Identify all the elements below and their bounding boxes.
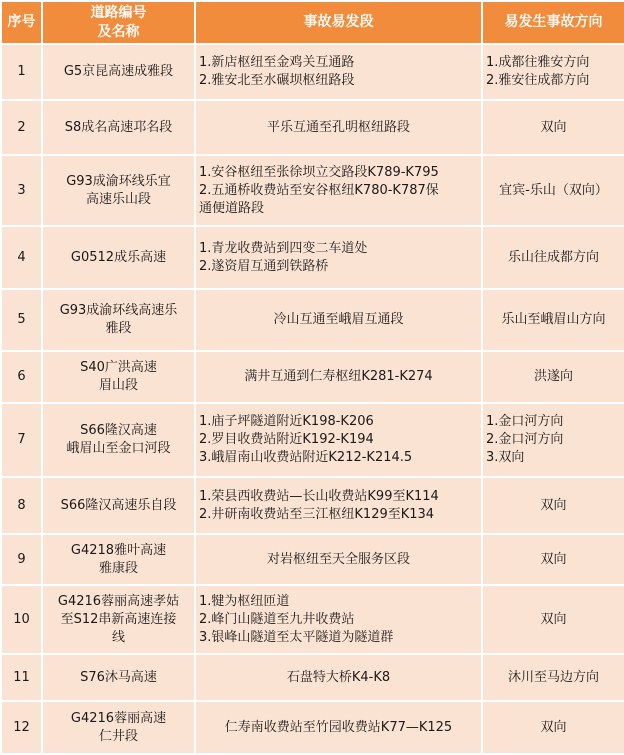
cell-direction-line: 3.双向 [486, 450, 525, 465]
cell-seq [1, 44, 42, 100]
cell-section [195, 585, 482, 654]
cell-seq [1, 100, 42, 155]
cell-road-line: S40广洪高速 [80, 360, 157, 375]
cell-road [42, 226, 195, 289]
cell-direction [482, 585, 624, 654]
cell-section [195, 44, 482, 100]
table-row [1, 477, 624, 534]
cell-road-line: 线 [111, 629, 125, 645]
cell-section-line: 仁寿南收费站至竹园收费站K77—K125 [224, 719, 453, 735]
cell-section-line: 3.银峰山隧道至太平隧道为隧道群 [199, 629, 394, 645]
table-row [1, 155, 624, 226]
cell-road-line: G0512成乐高速 [70, 249, 167, 265]
cell-seq [1, 654, 42, 701]
cell-direction-line: 洪遂向 [533, 369, 573, 384]
cell-seq-line: 7 [17, 432, 26, 447]
cell-seq [1, 701, 42, 754]
cell-direction-line: 1.金口河方向 [486, 414, 564, 429]
cell-road-line: 眉山段 [98, 378, 138, 393]
cell-direction [482, 289, 624, 351]
cell-road [42, 44, 195, 100]
cell-road-line: 雅康段 [98, 560, 138, 576]
cell-road [42, 585, 195, 654]
cell-section-line: 1.安谷枢纽至张徐坝立交路段K789-K795 [199, 164, 439, 180]
cell-section-line: 石盘特大桥K4-K8 [286, 669, 391, 685]
cell-seq-line: 10 [13, 611, 30, 627]
cell-direction-line: 双向 [540, 611, 567, 627]
cell-seq [1, 226, 42, 289]
cell-road-line: G93成渝环线乐宜 [66, 173, 171, 189]
cell-section [195, 403, 482, 477]
cell-section [195, 477, 482, 534]
cell-section-line: 平乐互通至孔明枢纽路段 [266, 119, 410, 135]
cell-road-line: 仁井段 [98, 728, 138, 744]
header-section: 事故易发段 [195, 1, 482, 44]
table-row [1, 701, 624, 754]
cell-road-line: S8成名高速邛名段 [64, 119, 173, 135]
cell-direction-line: 2.雅安往成都方向 [486, 73, 590, 88]
cell-direction [482, 477, 624, 534]
cell-seq [1, 534, 42, 585]
cell-section-line: 满井互通到仁寿枢纽K281-K274 [244, 369, 433, 384]
cell-direction-line: 沐川至马边方向 [507, 669, 599, 685]
header-road [42, 1, 195, 44]
cell-road [42, 100, 195, 155]
cell-section [195, 155, 482, 226]
table-row [1, 654, 624, 701]
cell-section-line: 1.荣县西收费站—长山收费站K99至K114 [199, 488, 439, 504]
cell-seq-line: 5 [17, 312, 26, 327]
cell-section-line: 3.峨眉南山收费站附近K212-K214.5 [199, 450, 413, 465]
cell-section [195, 534, 482, 585]
cell-road-line: 雅段 [105, 321, 132, 336]
cell-seq-line: 12 [13, 719, 30, 735]
cell-seq-line: 3 [17, 182, 26, 198]
cell-seq-line: 6 [17, 369, 26, 384]
header-road-line2: 及名称 [97, 23, 140, 40]
cell-section-line: 1.庙子坪隧道附近K198-K206 [199, 414, 374, 429]
table-row [1, 351, 624, 403]
table-row [1, 403, 624, 477]
cell-direction-line: 双向 [540, 551, 567, 567]
cell-road-line: G93成渝环线高速乐 [59, 303, 178, 318]
header-direction: 易发生事故方向 [482, 1, 624, 44]
cell-road [42, 351, 195, 403]
cell-road-line: 至S12串新高速连接 [60, 611, 177, 627]
cell-direction-line: 宜宾-乐山（双向） [499, 182, 608, 198]
header-row [1, 1, 624, 44]
cell-road-line: G4216蓉丽高速孝姑 [57, 593, 180, 609]
cell-road [42, 477, 195, 534]
cell-section-line: 对岩枢纽至天全服务区段 [266, 551, 410, 567]
cell-section-line: 2.遂资眉互通到铁路桥 [199, 258, 329, 274]
cell-section-line: 1.青龙收费站到四变二车道处 [199, 240, 368, 256]
cell-road-line: S76沐马高速 [80, 669, 157, 685]
cell-direction-line: 双向 [540, 497, 567, 513]
table-row [1, 100, 624, 155]
cell-section-line: 2.罗目收费站附近K192-K194 [199, 432, 374, 447]
cell-section [195, 226, 482, 289]
cell-road-line: G4216蓉丽高速 [70, 710, 167, 726]
cell-seq [1, 585, 42, 654]
cell-section [195, 100, 482, 155]
cell-road-line: G5京昆高速成雅段 [63, 64, 174, 79]
cell-section-line: 1.新店枢纽至金鸡关互通路 [199, 55, 355, 70]
table-body [1, 44, 624, 754]
cell-section [195, 289, 482, 351]
cell-section [195, 351, 482, 403]
table-row [1, 534, 624, 585]
cell-road [42, 289, 195, 351]
cell-road [42, 701, 195, 754]
cell-direction-line: 双向 [540, 719, 567, 735]
table-row [1, 289, 624, 351]
cell-section-line: 1.犍为枢纽匝道 [199, 593, 290, 609]
cell-direction [482, 701, 624, 754]
cell-seq-line: 8 [17, 497, 26, 513]
cell-direction [482, 155, 624, 226]
cell-section [195, 701, 482, 754]
cell-road-line: 峨眉山至金口河段 [66, 441, 171, 456]
cell-seq [1, 289, 42, 351]
cell-road [42, 403, 195, 477]
cell-seq-line: 4 [17, 249, 26, 265]
cell-seq-line: 2 [17, 119, 26, 135]
cell-road-line: S66隆汉高速乐自段 [60, 497, 177, 513]
cell-road [42, 534, 195, 585]
cell-road-line: S66隆汉高速 [80, 423, 157, 438]
cell-section-line: 2.峰门山隧道至九井收费站 [199, 611, 355, 627]
cell-seq [1, 351, 42, 403]
cell-direction [482, 403, 624, 477]
cell-section-line: 2.雅安北至水碾坝枢纽路段 [199, 73, 355, 88]
cell-section-line: 2.井研南收费站至三江枢纽K129至K134 [199, 506, 435, 522]
cell-road [42, 654, 195, 701]
cell-section-line: 2.五通桥收费站至安谷枢纽K780-K787保 [199, 182, 439, 198]
table-row [1, 585, 624, 654]
cell-direction [482, 654, 624, 701]
cell-direction-line: 乐山往成都方向 [507, 249, 599, 265]
cell-direction [482, 534, 624, 585]
cell-seq-line: 1 [17, 64, 26, 79]
cell-direction [482, 226, 624, 289]
cell-direction [482, 44, 624, 100]
cell-road-line: G4218雅叶高速 [70, 542, 167, 558]
cell-direction-line: 双向 [540, 119, 567, 135]
header-seq: 序号 [1, 1, 42, 44]
cell-seq-line: 9 [17, 551, 26, 567]
cell-seq [1, 155, 42, 226]
cell-seq [1, 477, 42, 534]
header-road-line1: 道路编号 [90, 4, 147, 21]
cell-section-line: 通便道路段 [199, 200, 265, 216]
cell-direction-line: 乐山至峨眉山方向 [501, 312, 606, 327]
cell-seq-line: 11 [13, 669, 30, 685]
table-row [1, 226, 624, 289]
cell-section-line: 冷山互通至峨眉互通段 [273, 312, 404, 327]
cell-road [42, 155, 195, 226]
cell-seq [1, 403, 42, 477]
cell-direction-line: 1.成都往雅安方向 [486, 55, 590, 70]
cell-direction [482, 351, 624, 403]
cell-road-line: 高速乐山段 [85, 191, 151, 207]
table-row [1, 44, 624, 100]
cell-direction [482, 100, 624, 155]
cell-direction-line: 2.金口河方向 [486, 432, 564, 447]
cell-section [195, 654, 482, 701]
